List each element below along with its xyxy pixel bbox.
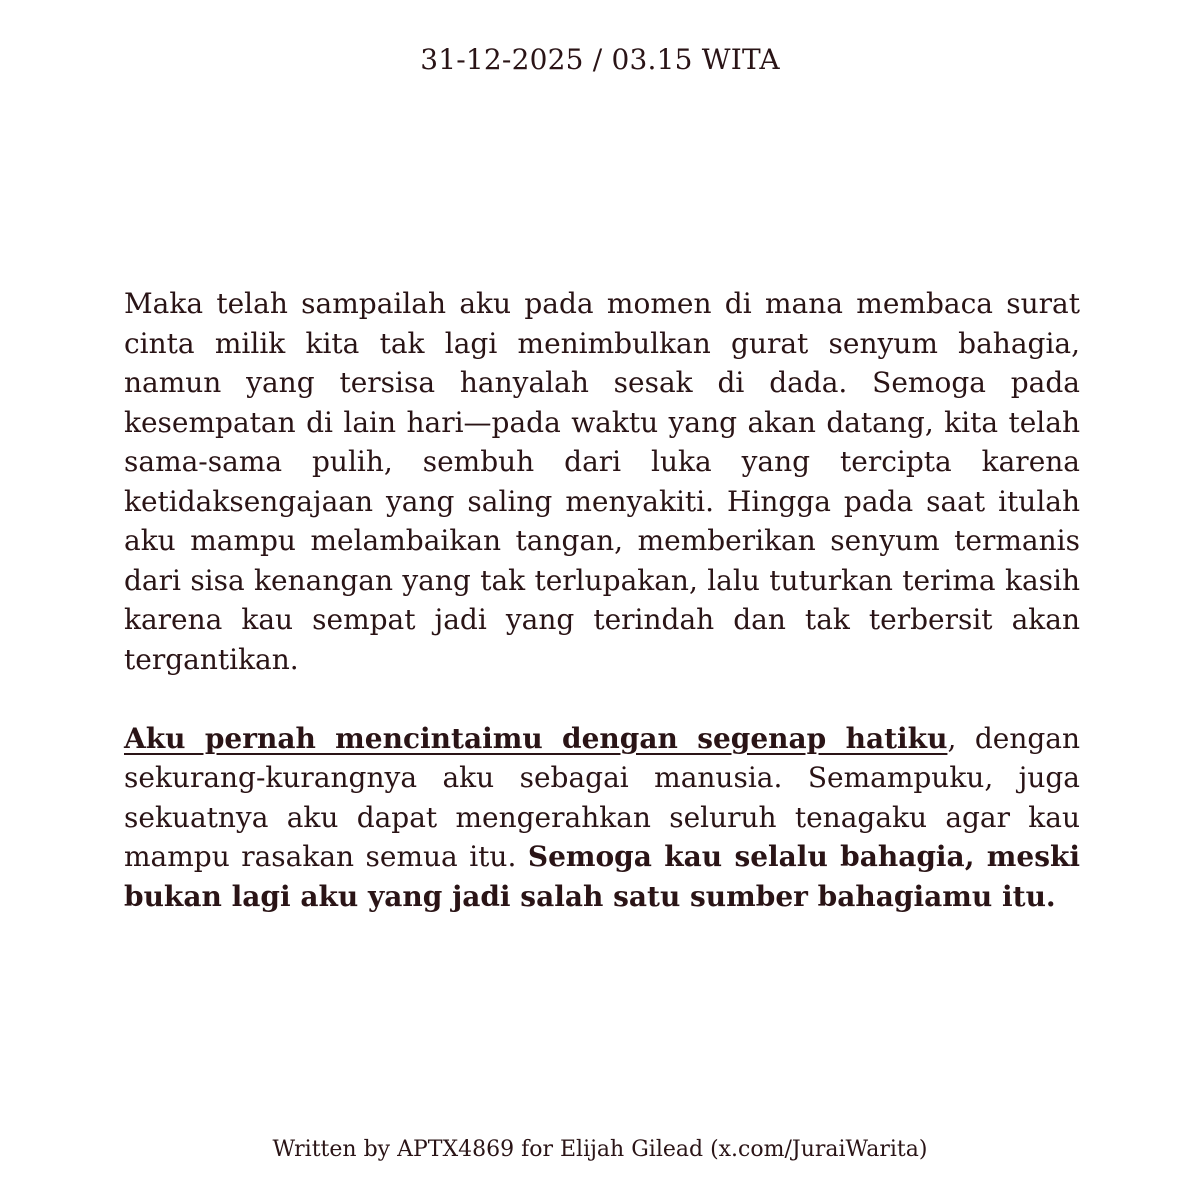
- letter-body: [124, 284, 1080, 916]
- author-credit: Written by APTX4869 for Elijah Gilead (x.com/JuraiWarita): [272, 1137, 928, 1162]
- closing-wish: Semoga kau selalu bahagia, meski bukan lagi aku yang jadi salah satu sumber bahagiamu itu.: [124, 840, 1081, 913]
- datetime-header: 31-12-2025 / 03.15 WITA: [420, 43, 780, 76]
- paragraph-first: Maka telah sampailah aku pada momen di mana membaca surat cinta milik kita tak lagi menimbulkan gurat senyum bahagia, namun yang tersisa hanyalah sesak di dada. Semoga pada kesempatan di lain hari—pada waktu yang akan datang, kita telah sama-sama pulih, sembuh dari luka yang tercipta karena ketidaksengajaan yang saling menyakiti. Hingga pada saat itulah aku mampu melambaikan tangan, memberikan senyum termanis dari sisa kenangan yang tak terlupakan, lalu tuturkan terima kasih karena kau sempat jadi yang terindah dan tak terbersit akan tergantikan.: [124, 287, 1080, 676]
- paragraph-second-text: , dengan sekurang-kurangnya aku sebagai manusia. Semampuku, juga sekuatnya aku dapat mengerahkan seluruh tenagaku agar kau mampu rasakan semua itu.: [124, 721, 1081, 873]
- paragraph-second: [124, 719, 1080, 917]
- emphasized-phrase: Aku pernah mencintaimu dengan segenap hatiku: [124, 721, 948, 755]
